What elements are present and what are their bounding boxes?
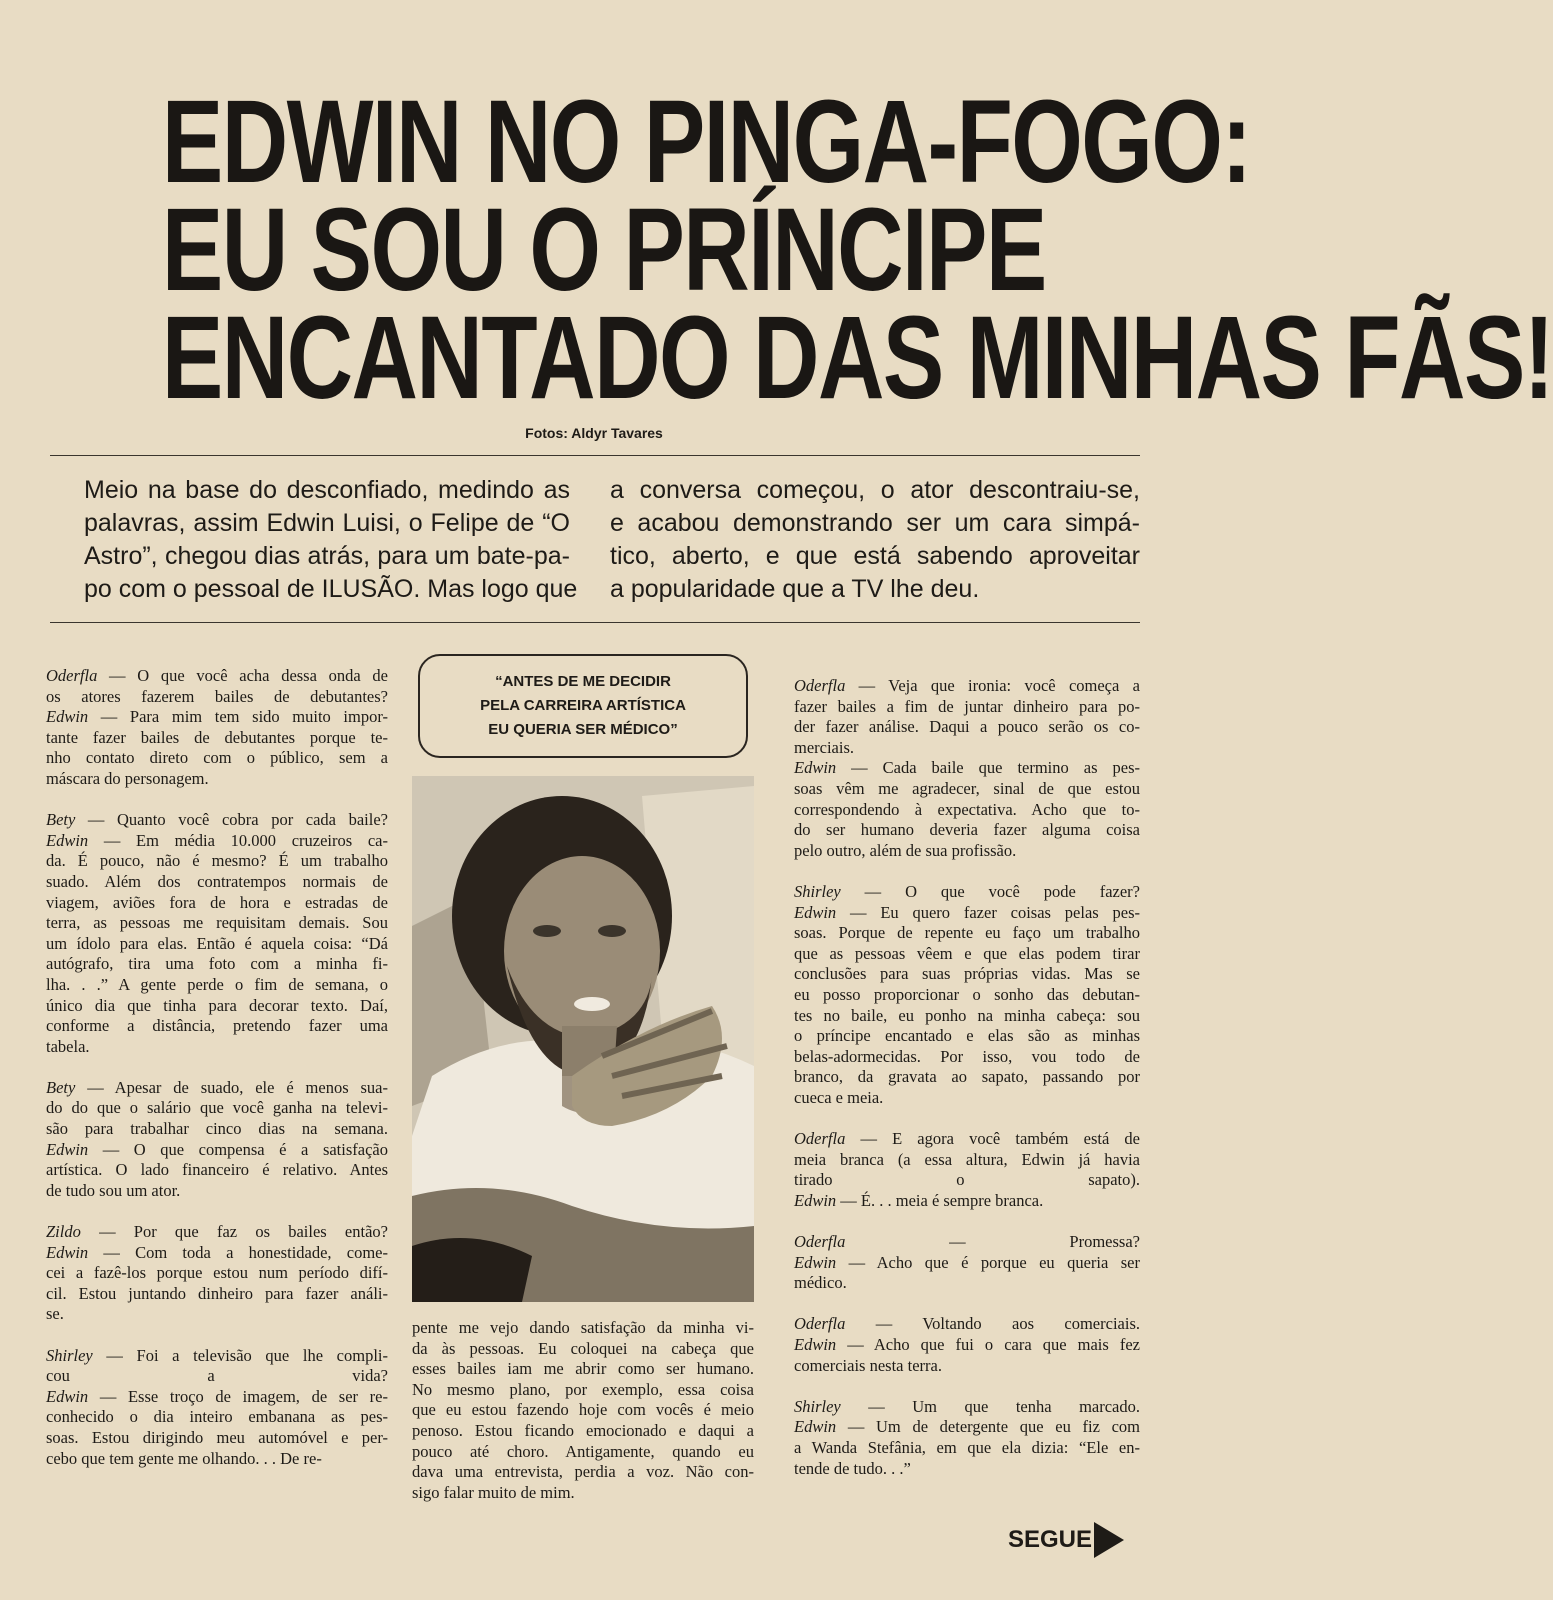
line-text: penoso. Estou ficando emocionado e daqui a [412,1420,754,1440]
text-line [46,1098,388,1119]
text-line [794,1047,1140,1068]
line-text: autógrafo, tira uma foto com a minha fi- [46,954,388,974]
line-text: lha. . .” A gente perde o fim de semana, o [46,974,388,994]
line-text: único dia que tinha para decorar texto. Daí, [46,995,388,1015]
line-text: — Para mim tem sido muito impor- [88,707,388,727]
line-text: comerciais nesta terra. [794,1355,942,1375]
speaker-name: Oderfla [794,1232,846,1252]
text-line [794,697,1140,718]
intro-left [50,474,578,606]
text-line [794,1170,1140,1191]
portrait-photo [412,776,754,1302]
text-line [46,666,388,687]
line-text: cou a vida? [46,1366,388,1386]
article-column-3 [794,676,1140,1500]
text-line [46,831,388,852]
line-text: os atores fazerem bailes de debutantes? [46,686,388,706]
line-text: — Apesar de suado, ele é menos sua- [75,1077,388,1097]
intro-line: tico, aberto, e que está sabendo aproveitar [610,542,1140,570]
intro-line: e acabou demonstrando ser um cara simpá- [610,509,1140,537]
text-line [794,923,1140,944]
pull-quote-line: EU QUERIA SER MÉDICO” [488,721,678,738]
line-text: tirado o sapato). [794,1170,1140,1190]
text-line [794,1253,1140,1274]
line-text: são para trabalhar cinco dias na semana. [46,1119,388,1139]
line-text: do do que o salário que você ganha na televi- [46,1098,388,1118]
text-line [794,1026,1140,1047]
text-line [794,1150,1140,1171]
line-text: da às pessoas. Eu coloquei na cabeça que [412,1338,754,1358]
line-text: nho contato direto com o público, sem a [46,748,388,768]
interview-paragraph [794,882,1140,1109]
speaker-name: Edwin [46,707,89,727]
line-text: tende de tudo. . .” [794,1458,911,1478]
line-text: cil. Estou juntando dinheiro para fazer análi- [46,1283,388,1303]
line-text: máscara do personagem. [46,768,209,788]
line-text: o príncipe encantado e elas são as minhas [794,1026,1140,1046]
line-text: — Com toda a honestidade, come- [88,1242,388,1262]
text-line [794,1191,1140,1212]
text-line [46,975,388,996]
text-line [794,1232,1140,1253]
text-line [46,1284,388,1305]
text-line [412,1462,754,1483]
text-line [794,882,1140,903]
line-text: eu posso proporcionar o sonho das debutan- [794,984,1140,1004]
text-line [46,1366,388,1387]
text-line [46,810,388,831]
line-text: se. [46,1304,64,1324]
text-line [46,1078,388,1099]
speaker-name: Bety [46,1077,76,1097]
line-text: No mesmo plano, por exemplo, essa coisa [412,1379,754,1399]
text-line [794,779,1140,800]
line-text: — Eu quero fazer coisas pelas pes- [836,902,1140,922]
text-line [46,1304,388,1325]
continue-marker [1008,1522,1124,1558]
line-text: médico. [794,1273,847,1293]
line-text: suado. Além dos contratempos normais de [46,871,388,891]
text-line [794,717,1140,738]
line-text: — Voltando aos comerciais. [845,1314,1140,1334]
text-line [794,903,1140,924]
text-line [412,1359,754,1380]
text-line [794,800,1140,821]
line-text: branco, da gravata ao sapato, passando por [794,1067,1140,1087]
line-text: — Por que faz os bailes então? [80,1222,388,1242]
text-line [412,1380,754,1401]
line-text: artística. O lado financeiro é relativo. Antes [46,1160,388,1180]
text-line [46,1387,388,1408]
line-text: meia branca (a essa altura, Edwin já havia [794,1149,1140,1169]
line-text: um ídolo para elas. Então é aquela coisa: “Dá [46,933,388,953]
text-line [46,1346,388,1367]
text-line [46,996,388,1017]
article-column-1 [46,666,388,1490]
line-text: pente me vejo dando satisfação da minha vi- [412,1318,754,1337]
speaker-name: Oderfla [794,1314,846,1334]
line-text: esses bailes iam me abrir como ser humano. [412,1359,754,1379]
text-line [794,1006,1140,1027]
line-text: — Veja que ironia: você começa a [845,676,1140,695]
line-text: — Cada baile que termino as pes- [836,758,1140,778]
article-column-2 [412,1318,754,1524]
text-line [412,1400,754,1421]
speaker-name: Edwin [794,1335,837,1354]
interview-paragraph [46,1346,388,1470]
text-line [46,954,388,975]
speaker-name: Edwin [794,902,837,922]
text-line [46,893,388,914]
line-text: belas-adormecidas. Por isso, vou todo de [794,1046,1140,1066]
text-line [794,985,1140,1006]
speaker-name: Zildo [46,1222,81,1242]
text-line [46,1407,388,1428]
intro-line: a conversa começou, o ator descontraiu-se, [610,476,1140,504]
text-line [794,1314,1140,1335]
divider-top [50,455,1140,456]
pull-quote-box [418,654,748,758]
intro-line: Meio na base do desconfiado, medindo as [84,476,570,504]
portrait-photo-illustration [412,776,754,1302]
line-text: tabela. [46,1036,90,1056]
line-text: pelo outro, além de sua profissão. [794,840,1017,860]
text-line [46,748,388,769]
line-text: — O que você acha dessa onda de [97,666,388,685]
pull-quote-line: PELA CARREIRA ARTÍSTICA [480,697,686,714]
interview-paragraph [412,1318,754,1503]
text-line [46,1037,388,1058]
intro-line: a popularidade que a TV lhe deu. [610,575,980,603]
intro-line: palavras, assim Edwin Luisi, o Felipe de “O [84,509,570,537]
headline-line-2: EU SOU O PRÍNCIPE [161,184,1046,316]
interview-paragraph [46,1222,388,1325]
line-text: — Foi a televisão que lhe compli- [92,1345,388,1365]
speaker-name: Shirley [794,881,841,901]
line-text: soas. Estou dirigindo meu automóvel e per- [46,1427,388,1447]
text-line [46,1428,388,1449]
speaker-name: Edwin [794,758,837,778]
line-text: — O que compensa é a satisfação [88,1139,388,1159]
text-line [46,913,388,934]
speaker-name: Oderfla [46,666,98,685]
text-line [412,1318,754,1339]
text-line [794,738,1140,759]
text-line [412,1421,754,1442]
line-text: — Um de detergente que eu fiz com [836,1417,1140,1437]
interview-paragraph [46,666,388,790]
speaker-name: Edwin [794,1252,837,1272]
speaker-name: Edwin [46,1242,89,1262]
speaker-name: Edwin [46,1139,89,1159]
line-text: — Acho que é porque eu queria ser [836,1252,1140,1272]
speaker-name: Oderfla [794,676,846,695]
interview-paragraph [46,810,388,1057]
interview-paragraph [794,676,1140,861]
intro-line: po com o pessoal de ILUSÃO. Mas logo que [84,575,578,603]
line-text: conclusões para suas próprias vidas. Mas se [794,964,1140,984]
line-text: — Acho que fui o cara que mais fez [836,1335,1140,1354]
text-line [794,676,1140,697]
text-line [794,944,1140,965]
text-line [46,1160,388,1181]
line-text: — E agora você também está de [845,1129,1140,1149]
speaker-name: Edwin [46,830,89,850]
speaker-name: Edwin [794,1190,837,1210]
line-text: terra, as pessoas me requisitam demais. Sou [46,913,388,933]
line-text: — O que você pode fazer? [840,881,1140,901]
text-line [794,1067,1140,1088]
line-text: — É. . . meia é sempre branca. [836,1190,1044,1210]
speaker-name: Edwin [794,1417,837,1437]
line-text: conhecido o dia inteiro embanana as pes- [46,1407,388,1427]
headline-line-3: ENCANTADO DAS MINHAS FÃS! [161,292,1553,424]
text-line [794,841,1140,862]
text-line [46,1181,388,1202]
line-text: fazer bailes a fim de juntar dinheiro para po- [794,696,1140,716]
text-line [794,758,1140,779]
line-text: cei a fazê-los porque estou num período difí- [46,1263,388,1283]
line-text: soas vêm me agradecer, sinal de que estou [794,778,1140,798]
text-line [412,1483,754,1504]
text-line [46,1263,388,1284]
text-line [412,1442,754,1463]
text-line [46,1119,388,1140]
text-line [794,1397,1140,1418]
line-text: soas. Porque de repente eu faço um trabalho [794,923,1140,943]
text-line [46,707,388,728]
line-text: de tudo sou um ator. [46,1180,181,1200]
text-line [412,1339,754,1360]
interview-paragraph [794,1397,1140,1479]
text-line [46,934,388,955]
continue-label: SEGUE [1008,1526,1093,1553]
speaker-name: Oderfla [794,1129,846,1149]
headline [40,76,1553,424]
line-text: correspondendo à expectativa. Acho que to- [794,799,1140,819]
line-text: — Promessa? [845,1232,1140,1252]
line-text: — Quanto você cobra por cada baile? [75,810,388,830]
line-text: merciais. [794,737,855,757]
pull-quote-line: “ANTES DE ME DECIDIR [495,673,671,690]
text-line [46,1016,388,1037]
text-line [794,820,1140,841]
speaker-name: Shirley [794,1396,841,1416]
text-line [794,1273,1140,1294]
line-text: viagem, aviões fora de hora e estradas de [46,892,388,912]
line-text: da. É pouco, não é mesmo? É um trabalho [46,851,388,871]
line-text: sigo falar muito de mim. [412,1482,575,1502]
line-text: que eu estou fazendo hoje com vocês é meio [412,1400,754,1420]
interview-paragraph [794,1314,1140,1376]
headline-line-1: EDWIN NO PINGA-FOGO: [161,76,1251,208]
interview-paragraph [794,1232,1140,1294]
text-line [46,687,388,708]
line-text: do ser humano deveria fazer alguma coisa [794,820,1140,840]
text-line [46,769,388,790]
text-line [46,1140,388,1161]
speaker-name: Shirley [46,1345,93,1365]
line-text: conforme a distância, pretendo fazer uma [46,1016,388,1036]
divider-bottom [50,622,1140,623]
line-text: pouco até choro. Antigamente, quando eu [412,1441,754,1461]
line-text: a Wanda Stefânia, em que ela dizia: “Ele en- [794,1437,1140,1457]
text-line [46,851,388,872]
line-text: cebo que tem gente me olhando. . . De re- [46,1448,322,1468]
photo-credit: Fotos: Aldyr Tavares [525,425,663,441]
line-text: — Um que tenha marcado. [840,1396,1140,1416]
line-text: dava uma entrevista, perdia a voz. Não con- [412,1462,754,1482]
text-line [794,964,1140,985]
speaker-name: Bety [46,810,76,830]
text-line [46,1449,388,1470]
arrow-right-icon [1094,1522,1124,1558]
line-text: cueca e meia. [794,1087,884,1107]
line-text: — Esse troço de imagem, de ser re- [88,1386,388,1406]
text-line [46,1243,388,1264]
line-text: tes no baile, eu ponho na minha cabeça: sou [794,1005,1140,1025]
text-line [794,1459,1140,1480]
text-line [794,1088,1140,1109]
speaker-name: Edwin [46,1386,89,1406]
line-text: tante fazer bailes de debutantes porque te- [46,727,388,747]
text-line [46,1222,388,1243]
text-line [794,1356,1140,1377]
text-line [794,1129,1140,1150]
text-line [794,1335,1140,1356]
text-line [794,1438,1140,1459]
interview-paragraph [46,1078,388,1202]
line-text: — Em média 10.000 cruzeiros ca- [88,830,388,850]
text-line [794,1417,1140,1438]
intro-line: Astro”, chegou dias atrás, para um bate-pa- [84,542,570,570]
line-text: der fazer análise. Daqui a pouco serão os co- [794,717,1140,737]
text-line [46,872,388,893]
intro-right [610,474,1140,606]
interview-paragraph [794,1129,1140,1211]
text-line [46,728,388,749]
line-text: que as pessoas vêem e que elas podem tirar [794,943,1140,963]
